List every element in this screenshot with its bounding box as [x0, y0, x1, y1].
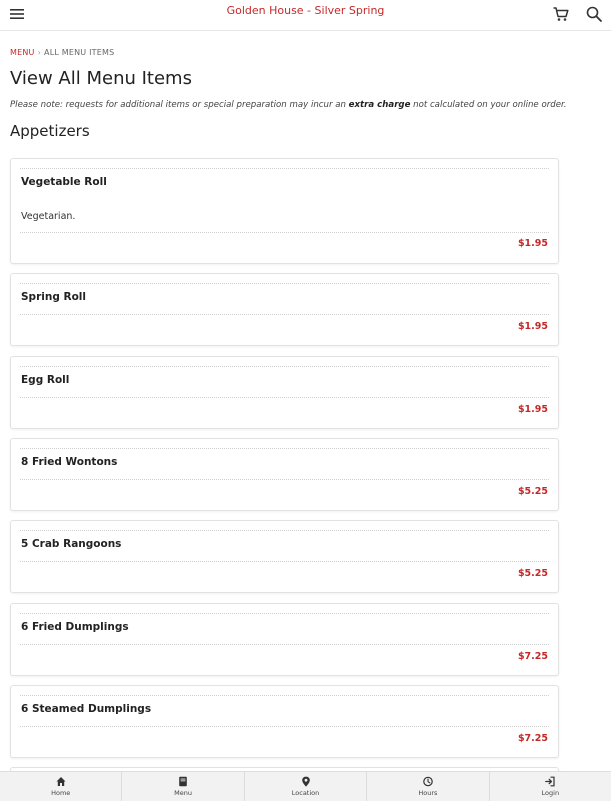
nav-login[interactable] — [490, 772, 611, 801]
card-divider — [20, 644, 549, 645]
card-divider — [20, 168, 549, 169]
menu-item-name[interactable]: Spring Roll — [21, 291, 86, 303]
login-icon — [545, 776, 555, 787]
menu-item-price: $1.95 — [517, 321, 548, 332]
bottom-nav — [0, 771, 611, 801]
site-title[interactable]: Golden House - Silver Spring — [226, 4, 385, 17]
menu-item-card[interactable] — [10, 438, 559, 511]
menu-item-card[interactable] — [10, 273, 559, 346]
menu-item-price: $1.95 — [517, 238, 548, 249]
card-divider — [20, 366, 549, 367]
card-divider — [20, 283, 549, 284]
card-divider — [20, 397, 549, 398]
card-divider — [20, 232, 549, 233]
breadcrumb-current: ALL MENU ITEMS — [44, 48, 115, 57]
breadcrumb-menu-link[interactable]: MENU — [10, 48, 35, 57]
menu-item-price: $5.25 — [517, 568, 548, 579]
card-divider — [20, 448, 549, 449]
nav-hours-label: Hours — [418, 789, 438, 797]
cart-icon[interactable] — [552, 5, 570, 23]
card-divider — [20, 479, 549, 480]
nav-home-label: Home — [51, 789, 71, 797]
menu-item-price: $5.25 — [517, 486, 548, 497]
card-divider — [20, 695, 549, 696]
notice-extra-charge: extra charge — [348, 100, 411, 110]
menu-item-name[interactable]: Egg Roll — [21, 374, 70, 386]
nav-menu[interactable] — [122, 772, 244, 801]
menu-item-name[interactable]: 6 Fried Dumplings — [21, 621, 129, 633]
card-divider — [20, 613, 549, 614]
menu-item-card[interactable] — [10, 603, 559, 676]
menu-item-price: $1.95 — [517, 404, 548, 415]
order-notice — [10, 100, 566, 110]
page-title: View All Menu Items — [10, 68, 192, 89]
menu-item-card[interactable] — [10, 356, 559, 429]
menu-item-price: $7.25 — [517, 651, 548, 662]
menu-item-card[interactable] — [10, 685, 559, 758]
top-bar — [0, 0, 611, 31]
nav-location[interactable] — [245, 772, 367, 801]
home-icon — [56, 776, 66, 787]
book-icon — [178, 776, 188, 787]
clock-icon — [423, 776, 433, 787]
menu-item-name[interactable]: 8 Fried Wontons — [21, 456, 118, 468]
menu-item-card[interactable] — [10, 158, 559, 264]
card-divider — [20, 314, 549, 315]
menu-item-name[interactable]: 5 Crab Rangoons — [21, 538, 122, 550]
menu-item-card[interactable] — [10, 520, 559, 593]
nav-hours[interactable] — [367, 772, 489, 801]
card-divider — [20, 530, 549, 531]
notice-text-end: not calculated on your online order. — [413, 100, 567, 110]
card-divider — [20, 726, 549, 727]
breadcrumb — [10, 48, 114, 57]
section-title-appetizers: Appetizers — [10, 122, 90, 140]
menu-item-name[interactable]: 6 Steamed Dumplings — [21, 703, 152, 715]
breadcrumb-separator: › — [37, 48, 42, 57]
nav-login-label: Login — [541, 789, 560, 797]
nav-location-label: Location — [291, 789, 320, 797]
map-pin-icon — [301, 776, 311, 787]
menu-item-description: Vegetarian. — [21, 211, 76, 222]
notice-text-start: Please note: requests for additional items or special preparation may incur an — [10, 100, 346, 110]
menu-item-name[interactable]: Vegetable Roll — [21, 176, 107, 188]
nav-menu-label: Menu — [174, 789, 193, 797]
menu-item-price: $7.25 — [517, 733, 548, 744]
nav-home[interactable] — [0, 772, 122, 801]
search-icon[interactable] — [585, 5, 603, 23]
card-divider — [20, 561, 549, 562]
